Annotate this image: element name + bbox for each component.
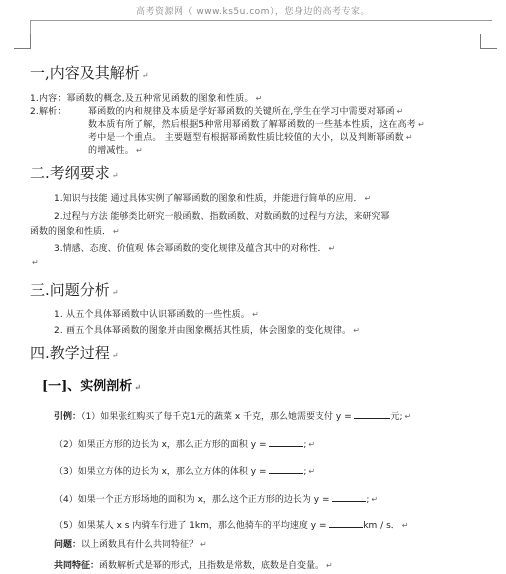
example-q3: （3）如果立方体的边长为 x，那么立方体的体积 y = ; ↵ [54,464,315,477]
section2-heading: 二.考纲要求 ↵ [30,164,119,182]
example-q1: 引例：（1）如果张红购买了每千克1元的蔬菜 x 千克，那么她需要支付 y = 元; ↵ [54,409,411,422]
section1-heading: 一,内容及其解析 ↵ [30,64,149,82]
answer-blank-1 [354,409,390,419]
section1-item1: 1.内容：幂函数的概念,及五种常见函数的图象和性质。 ↵ [30,94,263,104]
question-line: 问题：以上函数具有什么共同特征？ ↵ [54,540,207,550]
section2-item2-line2: 函数的图象和性质． ↵ [30,227,120,237]
section1-item2-label: 2.解析： [30,107,67,117]
example-q4: （4）如果一个正方形场地的面积为 x，那么这个正方形的边长为 y = ; ↵ [54,492,378,505]
section3-item1: 1. 从五个具体幂函数中认识幂函数的一些性质。 ↵ [54,310,259,320]
section4-subheading: [一]、实例剖析 ↵ [42,379,142,394]
section4-heading: 四.教学过程 ↵ [30,344,119,362]
example-q2: （2）如果正方形的边长为 x，那么正方形的面积 y = ; ↵ [54,437,315,450]
question-label: 问题： [54,540,82,550]
example-q5: （5）如果某人 x s 内骑车行进了 1km，那么他骑车的平均速度 y = km / s． ↵ [54,518,408,531]
crop-mark-top-right [480,34,497,49]
section1-item2-line2: 数本质有所了解，然后根据5种常用幂函数了解幂函数的一些基本性质，这在高考 ↵ [88,120,425,130]
common-features-label: 共同特征： [54,561,100,571]
section3-heading: 三.问题分析 ↵ [30,281,119,299]
section1-item2-line1: 幂函数的内和规律及本质是学好幂函数的关键所在,学生在学习中需要对幂函 ↵ [88,107,404,117]
answer-blank-2 [269,437,303,447]
example-label: 引例： [54,412,82,422]
page-header-text: 高考资源网（ www.ks5u.com），您身边的高考专家。 [136,7,370,17]
answer-blank-3 [269,464,303,474]
common-features-line: 共同特征：函数解析式是幂的形式，且指数是常数，底数是自变量。 ↵ [54,561,333,571]
section2-item3: 3.情感、态度、价值观 体会幂函数的变化规律及蕴含其中的对称性． ↵ [54,244,336,254]
crop-mark-top-left [14,34,31,49]
section3-item2: 2. 画五个具体幂函数的图象并由图象概括其性质，体会图象的变化规律。 ↵ [54,326,361,336]
section2-item2-line1: 2.过程与方法 能够类比研究一般函数、指数函数、对数函数的过程与方法，来研究幂 [54,212,390,222]
empty-paragraph: ↵ [32,258,39,267]
answer-blank-5 [329,518,363,528]
section2-item1: 1.知识与技能 通过具体实例了解幂函数的图象和性质，并能进行简单的应用． ↵ [54,194,372,204]
section1-item2-line4: 的增减性。 ↵ [88,146,143,156]
header-rule [30,20,492,21]
section1-item2-line3: 考中是一个重点。 主要题型有根据幂函数性质比较值的大小，以及判断幂函数 ↵ [88,133,413,143]
answer-blank-4 [332,492,366,502]
